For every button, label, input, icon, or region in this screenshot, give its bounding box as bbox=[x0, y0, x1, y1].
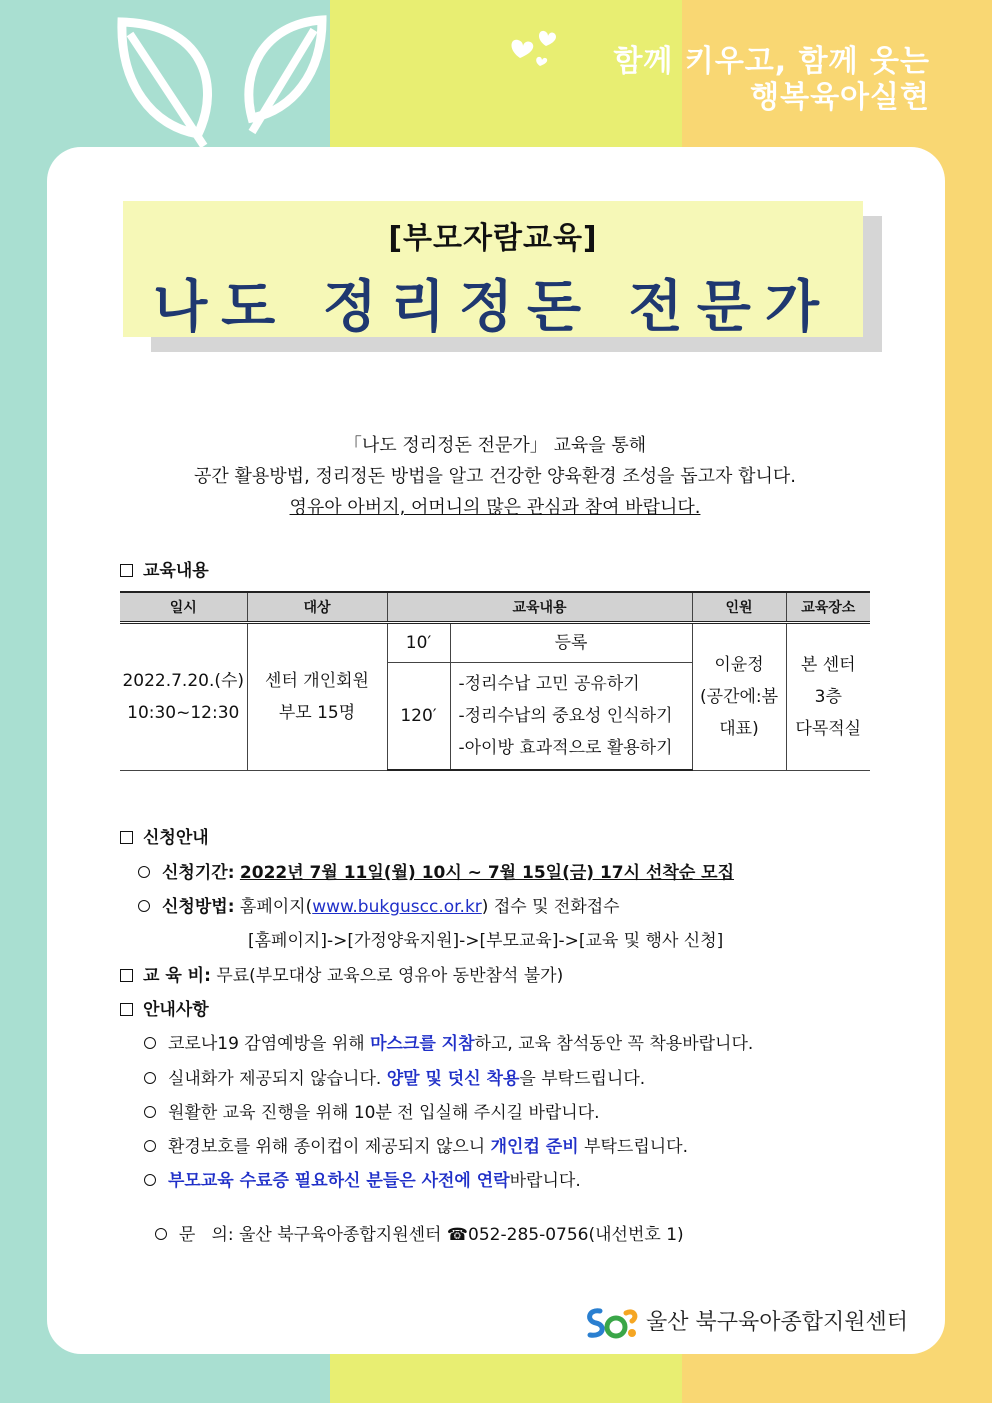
fee-label: 교 육 비: bbox=[143, 966, 211, 986]
notice-highlight: 부모교육 수료증 필요하신 분들은 사전에 연락 bbox=[168, 1171, 510, 1191]
cell-target bbox=[247, 622, 387, 770]
section-notice-heading bbox=[120, 995, 209, 1020]
place-line2: 3층 bbox=[814, 686, 842, 707]
notice-item bbox=[144, 1132, 688, 1157]
footer-org-name: 울산 북구육아종합지원센터 bbox=[646, 1310, 909, 1335]
intro-text bbox=[100, 430, 890, 523]
staff-line3: 대표) bbox=[719, 718, 759, 739]
content-item-3: -아이방 효과적으로 활용하기 bbox=[458, 737, 673, 758]
cell-min-2: 120′ bbox=[387, 662, 450, 770]
th-target: 대상 bbox=[247, 592, 387, 622]
notice-text: 실내화가 제공되지 않습니다. bbox=[168, 1069, 387, 1089]
apply-method bbox=[138, 892, 620, 917]
hearts-icon bbox=[508, 24, 568, 68]
circle-bullet-icon bbox=[144, 1106, 156, 1118]
notice-item bbox=[144, 1064, 645, 1089]
th-staff: 인원 bbox=[692, 592, 786, 622]
cell-min-1: 10′ bbox=[387, 622, 450, 662]
place-line1: 본 센터 bbox=[800, 654, 856, 675]
notice-text: 을 부탁드립니다. bbox=[519, 1069, 646, 1089]
content-item-2: -정리수납의 중요성 인식하기 bbox=[458, 705, 673, 726]
education-table bbox=[120, 591, 870, 771]
leaves-icon bbox=[112, 14, 332, 154]
slogan-line2: 행복육아실현 bbox=[750, 80, 930, 115]
notice-text: 환경보호를 위해 종이컵이 제공되지 않으니 bbox=[168, 1137, 491, 1157]
notice-item bbox=[144, 1098, 600, 1123]
notice-text: 바랍니다. bbox=[509, 1171, 581, 1191]
cell-content-2 bbox=[450, 662, 692, 770]
period-label: 신청기간: bbox=[162, 863, 235, 883]
notice-text: 원활한 교육 진행을 위해 10분 전 입실해 주시길 바랍니다. bbox=[168, 1103, 600, 1123]
circle-bullet-icon bbox=[155, 1228, 167, 1240]
square-bullet-icon bbox=[120, 564, 133, 577]
title-box bbox=[123, 201, 863, 340]
notice-highlight: 개인컵 준비 bbox=[490, 1137, 579, 1157]
notice-highlight: 양말 및 덧신 착용 bbox=[386, 1069, 520, 1089]
staff-line1: 이윤정 bbox=[714, 654, 764, 675]
section-apply-heading bbox=[120, 823, 209, 848]
title-main: 나도 정리정돈 전문가 bbox=[153, 275, 833, 340]
cell-staff bbox=[692, 622, 786, 770]
center-logo-icon bbox=[582, 1303, 640, 1343]
circle-bullet-icon bbox=[144, 1072, 156, 1084]
title-sub: [부모자람교육] bbox=[388, 221, 598, 256]
intro-line1: 「나도 정리정돈 전문가」 교육을 통해 bbox=[343, 435, 647, 456]
th-place: 교육장소 bbox=[786, 592, 870, 622]
intro-line2: 공간 활용방법, 정리정돈 방법을 알고 건강한 양육환경 조성을 돕고자 합니다. bbox=[194, 466, 796, 487]
cell-place bbox=[786, 622, 870, 770]
section-notice-label: 안내사항 bbox=[143, 1000, 209, 1020]
notice-item bbox=[144, 1029, 753, 1054]
section-apply-label: 신청안내 bbox=[143, 828, 209, 848]
apply-method-path: [홈페이지]->[가정양육지원]->[부모교육]->[교육 및 행사 신청] bbox=[248, 931, 724, 951]
homepage-link[interactable]: www.bukguscc.or.kr bbox=[312, 897, 482, 917]
circle-bullet-icon bbox=[138, 866, 150, 878]
circle-bullet-icon bbox=[144, 1174, 156, 1186]
footer-org bbox=[582, 1303, 908, 1343]
time-text: 10:30~12:30 bbox=[127, 702, 240, 723]
notice-item bbox=[144, 1200, 684, 1245]
content-item-1: -정리수납 고민 공유하기 bbox=[458, 673, 640, 694]
th-content: 교육내용 bbox=[387, 592, 692, 622]
target-line2: 부모 15명 bbox=[278, 702, 356, 723]
notice-text: 문 의: 울산 북구육아종합지원센터 ☎052-285-0756(내선번호 1) bbox=[178, 1225, 684, 1245]
notice-text: 하고, 교육 참석동안 꼭 착용바랍니다. bbox=[474, 1034, 754, 1054]
notice-text: 부탁드립니다. bbox=[578, 1137, 688, 1157]
square-bullet-icon bbox=[120, 1003, 133, 1016]
notice-text: 코로나19 감염예방을 위해 bbox=[168, 1034, 371, 1054]
notice-item bbox=[144, 1166, 581, 1191]
circle-bullet-icon bbox=[144, 1037, 156, 1049]
square-bullet-icon bbox=[120, 831, 133, 844]
square-bullet-icon bbox=[120, 969, 133, 982]
method-label: 신청방법: bbox=[162, 897, 235, 917]
place-line3: 다목적실 bbox=[795, 718, 862, 739]
method-post: ) 접수 및 전화접수 bbox=[481, 897, 620, 917]
target-line1: 센터 개인회원 bbox=[265, 670, 369, 691]
staff-line2: (공간에:봄 bbox=[699, 686, 779, 707]
section-content-label: 교육내용 bbox=[143, 561, 209, 581]
cell-content-1: 등록 bbox=[450, 622, 692, 662]
date-text: 2022.7.20.(수) bbox=[122, 670, 245, 691]
cell-date bbox=[120, 622, 247, 770]
section-content-heading bbox=[120, 556, 209, 581]
method-pre: 홈페이지( bbox=[239, 897, 313, 917]
intro-line3: 영유아 아버지, 어머니의 많은 관심과 참여 바랍니다. bbox=[289, 497, 701, 518]
apply-period bbox=[138, 858, 734, 883]
fee-value: 무료(부모대상 교육으로 영유아 동반참석 불가) bbox=[216, 966, 564, 986]
fee-line bbox=[120, 961, 563, 986]
th-date: 일시 bbox=[120, 592, 247, 622]
period-value: 2022년 7월 11일(월) 10시 ~ 7월 15일(금) 17시 선착순 모집 bbox=[239, 863, 735, 883]
notice-highlight: 마스크를 지참 bbox=[370, 1034, 475, 1054]
circle-bullet-icon bbox=[144, 1140, 156, 1152]
slogan bbox=[613, 44, 930, 116]
slogan-line1: 함께 키우고, 함께 웃는 bbox=[613, 44, 930, 79]
circle-bullet-icon bbox=[138, 900, 150, 912]
